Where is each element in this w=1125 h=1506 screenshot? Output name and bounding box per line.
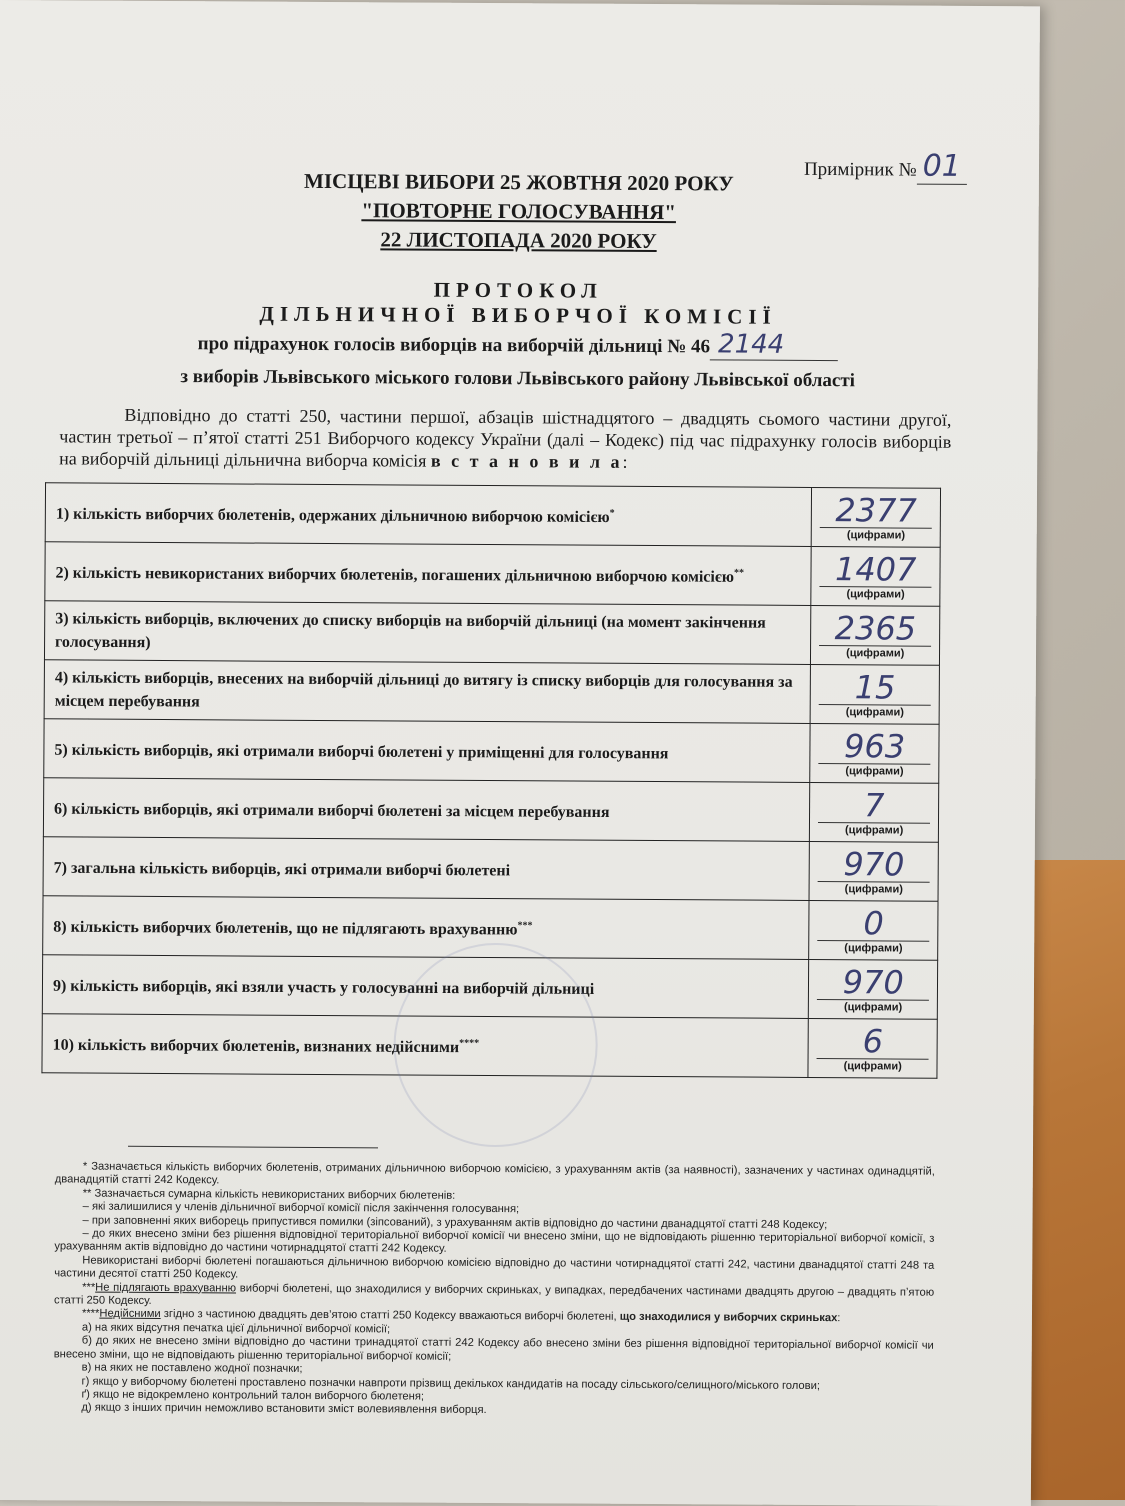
row-label: 8) кількість виборчих бюлетенів, що не підлягають врахуванню*** bbox=[43, 896, 810, 960]
handwritten-value: 1407 bbox=[820, 552, 932, 588]
handwritten-value: 2377 bbox=[820, 493, 932, 529]
handwritten-value: 6 bbox=[817, 1024, 929, 1060]
row-label: 7) загальна кількість виборців, які отримали виборчі бюлетені bbox=[43, 837, 810, 901]
title-line-2: ДІЛЬНИЧНОЇ ВИБОРЧОЇ КОМІСІЇ bbox=[259, 301, 777, 329]
row-value-cell bbox=[808, 1018, 937, 1078]
resolved-word: в с т а н о в и л а bbox=[430, 450, 623, 472]
digits-caption: (цифрами) bbox=[845, 764, 904, 778]
copy-number-value: 01 bbox=[917, 149, 967, 185]
handwritten-value: 963 bbox=[819, 729, 931, 765]
table-row bbox=[44, 660, 939, 724]
table-row bbox=[44, 719, 939, 783]
protocol-title bbox=[0, 275, 1038, 331]
handwritten-value: 15 bbox=[819, 670, 931, 706]
digits-caption: (цифрами) bbox=[844, 882, 903, 896]
footnote-3: ***Не підлягають врахуванню виборчі бюлетені, що знаходилися у виборчих скриньках, у випадках, передбачених частинами двадцять другою – двадцять п’ятою статті 250 Кодексу. bbox=[54, 1281, 935, 1308]
row-value-cell bbox=[811, 605, 940, 665]
handwritten-value: 7 bbox=[818, 788, 930, 824]
row-value-cell bbox=[810, 782, 939, 842]
row-value-cell bbox=[811, 664, 940, 724]
row-label: 1) кількість виборчих бюлетенів, одержаних дільничною виборчою комісією* bbox=[45, 483, 812, 547]
row-value-cell bbox=[810, 723, 939, 783]
table-row bbox=[43, 778, 938, 842]
handwritten-value: 2365 bbox=[819, 611, 931, 647]
row-label: 10) кількість виборчих бюлетенів, визнаних недійсними**** bbox=[42, 1014, 809, 1078]
header-line-3: 22 ЛИСТОПАДА 2020 РОКУ bbox=[380, 227, 657, 254]
row-label: 3) кількість виборців, включених до списку виборців на виборчій дільниці (на момент закінчення голосування) bbox=[44, 601, 811, 665]
handwritten-value: 0 bbox=[818, 906, 930, 942]
header-line-2: "ПОВТОРНЕ ГОЛОСУВАННЯ" bbox=[361, 198, 677, 225]
election-subject: з виборів Львівського міського голови Львівського району Львівської області bbox=[180, 366, 856, 392]
digits-caption: (цифрами) bbox=[846, 646, 905, 660]
digits-caption: (цифрами) bbox=[845, 823, 904, 837]
footnote-4: ****Недійсними згідно з частиною двадцять дев’ятою статті 250 Кодексу вважаються виборчі бюлетені, що знаходилися у виборчих скриньках: bbox=[81, 1307, 841, 1325]
row-label: 9) кількість виборців, які взяли участь у голосуванні на виборчій дільниці bbox=[42, 955, 809, 1019]
footnote-1: * Зазначається кількість виборчих бюлетенів, отриманих дільничною виборчою комісією, з урахуванням актів (за наявності), зазначених у частинах одинадцятій, дванадцятій статті 242 Кодексу. bbox=[54, 1160, 935, 1187]
row-value-cell bbox=[809, 900, 938, 960]
station-number: 2144 bbox=[710, 329, 838, 361]
title-line-1: ПРОТОКОЛ bbox=[433, 277, 603, 303]
digits-caption: (цифрами) bbox=[846, 528, 906, 542]
handwritten-value: 970 bbox=[817, 965, 929, 1001]
intro-paragraph: Відповідно до статті 250, частини першої, абзаців шістнадцятого – двадцять сьомого частини другої, частин третьої – п’ятої статті 251 Виборчого кодексу України (далі – Кодекс) під час підрахунку голосів виборців на виборчій дільниці дільнична виборча комісія в с т а н о в и л а: bbox=[59, 404, 952, 472]
table-row bbox=[44, 601, 939, 665]
row-label: 4) кількість виборців, внесених на виборчій дільниці до витягу із списку виборців для голосування за місцем перебування bbox=[44, 660, 811, 724]
digits-caption: (цифрами) bbox=[843, 1000, 903, 1014]
table-row bbox=[43, 837, 938, 901]
row-label: 2) кількість невикористаних виборчих бюлетенів, погашених дільничною виборчою комісією** bbox=[45, 542, 812, 606]
footnotes: * Зазначається кількість виборчих бюлетенів, отриманих дільничною виборчою комісією, з урахуванням актів (за наявності), зазначених у частинах одинадцятій, дванадцятій статті 242 Кодексу. ** Зазначається сумарна кількість невикористаних виборчих бюлетенів: – які залишилися у членів дільничної виборчої комісії після закінчення голосування; – при заповненні яких виборець припустився помилки (зіпсований), з урахуванням актів відповідно до частини дванадцятої статті 248 Кодексу; – до яких внесено зміни без рішення відповідної територіальної виборчої комісії чи внесено зміни, що не відповідають рішенню територіальної виборчої комісії, з урахуванням актів відповідно до частини чотирнадцятої статті 242 Кодексу. Невикористані виборчі бюлетені погашаються дільничною виборчою комісією відповідно до частини чотирнадцятої статті 242, частини дванадцятої статті 248 та частини десятої статті 250 Кодексу. ***Не підлягають врахуванню виборчі бюлетені, що знаходилися у виборчих скриньках, у випадках, передбачених частинами двадцять другою – двадцять п’ятою статті 250 Кодексу. ****Недійсними згідно з частиною двадцять дев’ятою статті 250 Кодексу вважаються виборчі бюлетені, що знаходилися у виборчих скриньках: а) на яких відсутня печатка цієї дільничної виборчої комісії; б) до яких не внесено зміни відповідно до частини тринадцятої статті 242 Кодексу або внесено зміни без рішення відповідної територіальної виборчої комісії чи внесено зміни, що не відповідають рішенню територіальної виборчої комісії; в) на яких не поставлено жодної позначки; г) якщо у виборчому бюлетені проставлено позначки навпроти прізвищ декількох кандидатів на посаду сільського/селищного/міського голови; ґ) якщо не відокремлено контрольний талон виборчого бюлетеня; д) якщо з інших причин неможливо встановити зміст волевиявлення виборця. bbox=[53, 1160, 935, 1417]
digits-caption: (цифрами) bbox=[843, 1059, 902, 1073]
station-line: про підрахунок голосів виборців на виборчій дільниці № 46 2144 bbox=[0, 325, 1038, 362]
header-line-1: МІСЦЕВІ ВИБОРИ 25 ЖОВТНЯ 2020 РОКУ bbox=[304, 168, 734, 196]
row-value-cell bbox=[811, 546, 940, 606]
row-label: 6) кількість виборців, які отримали виборчі бюлетені за місцем перебування bbox=[43, 778, 810, 842]
row-value-cell bbox=[812, 487, 941, 547]
footnote-2: ** Зазначається сумарна кількість невикористаних виборчих бюлетенів: bbox=[82, 1187, 456, 1202]
digits-caption: (цифрами) bbox=[846, 587, 905, 601]
handwritten-value: 970 bbox=[818, 847, 930, 883]
table-row bbox=[45, 542, 940, 606]
digits-caption: (цифрами) bbox=[844, 941, 903, 955]
table-row bbox=[45, 483, 940, 547]
faint-stamp bbox=[393, 942, 598, 1147]
row-value-cell bbox=[809, 841, 938, 901]
footnote-divider bbox=[128, 1146, 378, 1149]
election-header bbox=[0, 165, 1039, 258]
row-value-cell bbox=[809, 959, 938, 1019]
row-label: 5) кількість виборців, які отримали виборчі бюлетені у приміщенні для голосування bbox=[44, 719, 811, 783]
copy-number: Примірник № 01 bbox=[804, 148, 967, 184]
digits-caption: (цифрами) bbox=[845, 705, 905, 719]
